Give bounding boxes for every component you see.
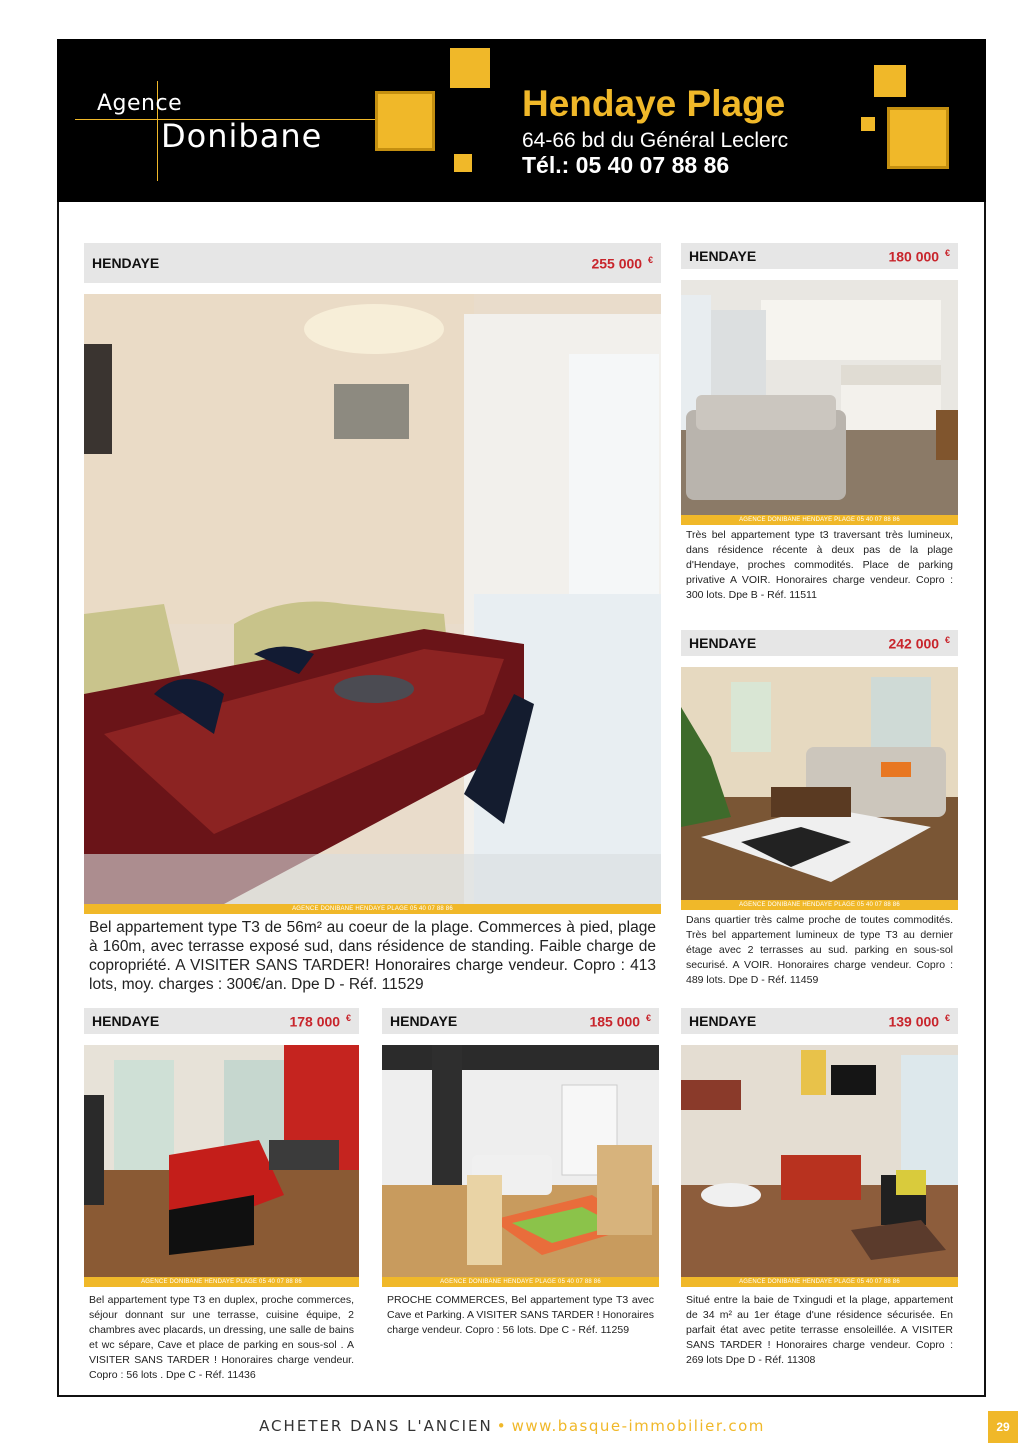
footer-website-link[interactable]: www.basque-immobilier.com <box>511 1417 765 1435</box>
listing-city: HENDAYE <box>390 1013 458 1029</box>
page-number: 29 <box>988 1411 1018 1443</box>
agency-title: Hendaye Plage <box>522 83 786 124</box>
listing-description: Bel appartement type T3 de 56m² au coeur de la plage. Commerces à pied, plage à 160m, avec terrasse exposé sud, dans résidence de standing. Faible charge de copropriété. A VISITER SANS TARDER! Honoraires charge vendeur. Copro : 413 lots, moy. charges : 300€/an. Dpe D - Réf. 11529 <box>89 919 656 993</box>
listing-card[interactable] <box>681 1008 958 1388</box>
listing-photo[interactable] <box>84 294 661 904</box>
listing-price: 139 000 € <box>888 1012 950 1030</box>
listing-header <box>382 1008 659 1034</box>
listing-price: 178 000 € <box>289 1012 351 1030</box>
logo-text-name: Donibane <box>161 117 323 155</box>
decor-square <box>375 91 435 151</box>
listing-card[interactable] <box>681 630 958 995</box>
listing-price: 242 000 € <box>888 634 950 652</box>
listing-city: HENDAYE <box>689 635 757 651</box>
listing-description: Dans quartier très calme proche de toutes commodités. Très bel appartement lumineux de type T3 au dernier étage avec 2 terrasses au sud. parking en sous-sol securisé. A VOIR. Honoraires charge vendeur. Copro : 489 lots. Dpe D - Réf. 11459 <box>686 914 953 986</box>
listing-photo[interactable] <box>84 1045 359 1277</box>
listing-card[interactable] <box>382 1008 659 1388</box>
agency-banner <box>57 39 986 202</box>
decor-square <box>874 65 906 97</box>
listing-photo[interactable] <box>681 1045 958 1277</box>
listing-header <box>84 243 661 283</box>
listing-price: 255 000 € <box>591 254 653 272</box>
listing-description: PROCHE COMMERCES, Bel appartement type T3 avec Cave et Parking. A VISITER SANS TARDER ! Honoraires charge vendeur. Copro : 56 lots. Dpe C - Réf. 11259 <box>387 1294 654 1336</box>
living-kitchen-photo <box>681 280 958 515</box>
bright-living-photo <box>382 1045 659 1277</box>
living-room-photo <box>681 667 958 900</box>
dining-room-photo <box>84 294 661 904</box>
decor-square <box>454 154 472 172</box>
listing-card[interactable] <box>681 243 958 623</box>
photo-credit-strip: AGENCE DONIBANE HENDAYE PLAGE 05 40 07 88 86 <box>681 515 958 525</box>
listing-city: HENDAYE <box>92 1013 160 1029</box>
listing-photo[interactable] <box>681 667 958 900</box>
listing-description: Situé entre la baie de Txingudi et la plage, appartement de 34 m² au 1er étage d'une résidence sécurisée. En parfait état avec petite terrasse ensoleillée. A VISITER SANS TARDER ! Honoraires charge vendeur. Copro : 269 lots Dpe D - Réf. 11308 <box>686 1294 953 1366</box>
photo-credit-strip: AGENCE DONIBANE HENDAYE PLAGE 05 40 07 88 86 <box>84 904 661 914</box>
listing-price: 185 000 € <box>589 1012 651 1030</box>
listing-card[interactable] <box>84 1008 359 1388</box>
photo-credit-strip: AGENCE DONIBANE HENDAYE PLAGE 05 40 07 88 86 <box>84 1277 359 1287</box>
listing-description: Bel appartement type T3 en duplex, proche commerces, séjour donnant sur une terrasse, cuisine équipe, 2 chambres avec placards, un dressing, une salle de bains et wc sépare, Cave et place de parking en sous-sol . A VISITER SANS TARDER ! Honoraires charge vendeur. Copro : 56 lots . Dpe C - Réf. 11436 <box>89 1294 354 1381</box>
photo-credit-strip: AGENCE DONIBANE HENDAYE PLAGE 05 40 07 88 86 <box>382 1277 659 1287</box>
listing-header <box>681 1008 958 1034</box>
logo-text-agence: Agence <box>97 91 183 116</box>
footer-section-title: ACHETER DANS L'ANCIEN <box>259 1417 493 1435</box>
listing-card[interactable] <box>84 243 661 995</box>
listing-header <box>84 1008 359 1034</box>
photo-credit-strip: AGENCE DONIBANE HENDAYE PLAGE 05 40 07 88 86 <box>681 900 958 910</box>
listing-description: Très bel appartement type t3 traversant très lumineux, dans résidence récente à deux pas de la plage d'Hendaye, proches commodités. Place de parking privative A VOIR. Honoraires charge vendeur. Copro : 300 lots. Dpe B - Réf. 11511 <box>686 529 953 601</box>
decor-square <box>861 117 875 131</box>
listing-city: HENDAYE <box>689 248 757 264</box>
page-footer <box>0 1417 1024 1435</box>
listing-price: 180 000 € <box>888 247 950 265</box>
decor-square <box>450 48 490 88</box>
listing-photo[interactable] <box>681 280 958 515</box>
decor-square <box>887 107 949 169</box>
footer-separator: • <box>496 1417 508 1435</box>
listing-city: HENDAYE <box>689 1013 757 1029</box>
listing-header <box>681 243 958 269</box>
photo-credit-strip: AGENCE DONIBANE HENDAYE PLAGE 05 40 07 88 86 <box>681 1277 958 1287</box>
listing-city: HENDAYE <box>92 255 160 271</box>
duplex-living-photo <box>84 1045 359 1277</box>
studio-living-photo <box>681 1045 958 1277</box>
agency-address: 64-66 bd du Général Leclerc <box>522 129 789 152</box>
agency-phone[interactable]: Tél.: 05 40 07 88 86 <box>522 152 730 178</box>
listing-photo[interactable] <box>382 1045 659 1277</box>
listing-header <box>681 630 958 656</box>
